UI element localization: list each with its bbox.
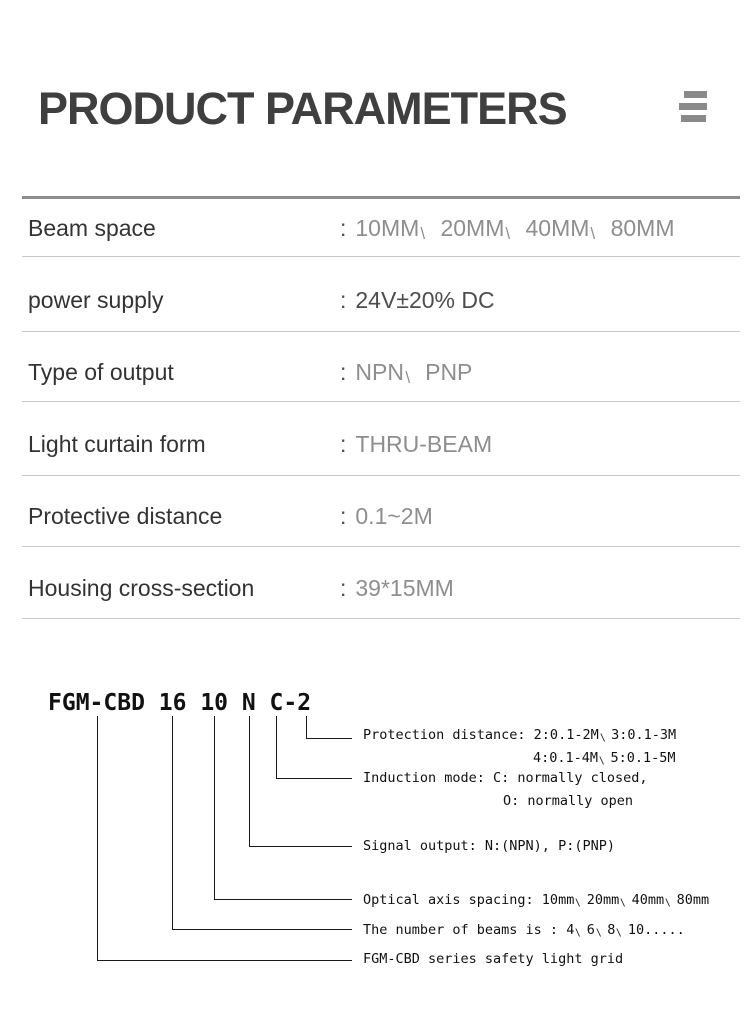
callout-signal-output: Signal output: N:(NPN), P:(PNP) [363, 838, 615, 854]
callout-number-of-beams: The number of beams is : 4\ 6\ 8\ 10..... [363, 922, 685, 939]
param-label: Light curtain form [28, 431, 206, 457]
colon: : [340, 431, 347, 457]
callout-optical-axis-spacing: Optical axis spacing: 10mm\ 20mm\ 40mm\ 80mm [363, 892, 710, 909]
param-label: Protective distance [28, 503, 223, 529]
param-row-protective-distance [0, 501, 749, 531]
hamburger-menu-icon[interactable] [679, 91, 709, 123]
param-value-wrap [340, 357, 472, 387]
param-row-beam-space [0, 213, 749, 243]
separator-line [22, 256, 740, 257]
param-value-wrap [340, 285, 495, 315]
callout-line-series [97, 716, 98, 960]
colon: : [340, 359, 347, 385]
param-value-wrap [340, 573, 454, 603]
callout-line-beams [172, 716, 173, 929]
separator-line [22, 618, 740, 619]
param-label: Type of output [28, 359, 174, 385]
callout-line-induction [276, 778, 352, 779]
param-value: 0.1~2M [355, 503, 433, 529]
callout-line-signal [249, 716, 250, 846]
page-title: PRODUCT PARAMETERS [38, 83, 567, 134]
param-value: 24V±20% DC [355, 287, 495, 313]
callout-line-spacing [214, 716, 215, 899]
param-value: NPN\ PNP [355, 359, 473, 387]
param-value-wrap [340, 501, 433, 531]
callout-line-signal [249, 846, 352, 847]
callout-induction-mode: Induction mode: C: normally closed, [363, 770, 648, 786]
param-value-wrap [340, 429, 492, 459]
callout-line-protection [306, 738, 352, 739]
param-label: Housing cross-section [28, 575, 255, 601]
param-value-wrap [340, 213, 674, 243]
callout-protection-distance: Protection distance: 2:0.1-2M\ 3:0.1-3M [363, 727, 677, 744]
colon: : [340, 503, 347, 529]
param-value: THRU-BEAM [355, 431, 493, 457]
callout-line-spacing [214, 899, 352, 900]
param-value: 10MM\ 20MM\ 40MM\ 80MM [355, 215, 675, 243]
menu-bar [681, 115, 706, 122]
param-row-housing-cross-section [0, 573, 749, 603]
model-number: FGM-CBD 16 10 N C-2 [48, 690, 312, 716]
separator-line [22, 475, 740, 476]
param-row-type-of-output [0, 357, 749, 387]
param-row-power-supply [0, 285, 749, 315]
param-label: Beam space [28, 215, 156, 241]
colon: : [340, 215, 347, 241]
callout-line-induction [276, 716, 277, 778]
callout-line-protection [306, 716, 307, 738]
menu-bar [679, 103, 707, 110]
param-value: 39*15MM [355, 575, 454, 601]
callout-induction-mode-line2: O: normally open [503, 793, 634, 809]
separator-line-top [22, 196, 740, 199]
callout-protection-distance-line2: 4:0.1-4M\ 5:0.1-5M [533, 750, 676, 767]
callout-line-series [97, 960, 352, 961]
separator-line [22, 401, 740, 402]
callout-series-name: FGM-CBD series safety light grid [363, 951, 624, 967]
menu-bar [684, 91, 707, 98]
separator-line [22, 331, 740, 332]
callout-line-beams [172, 929, 352, 930]
colon: : [340, 575, 347, 601]
param-label: power supply [28, 287, 164, 313]
colon: : [340, 287, 347, 313]
separator-line [22, 546, 740, 547]
param-row-light-curtain-form [0, 429, 749, 459]
